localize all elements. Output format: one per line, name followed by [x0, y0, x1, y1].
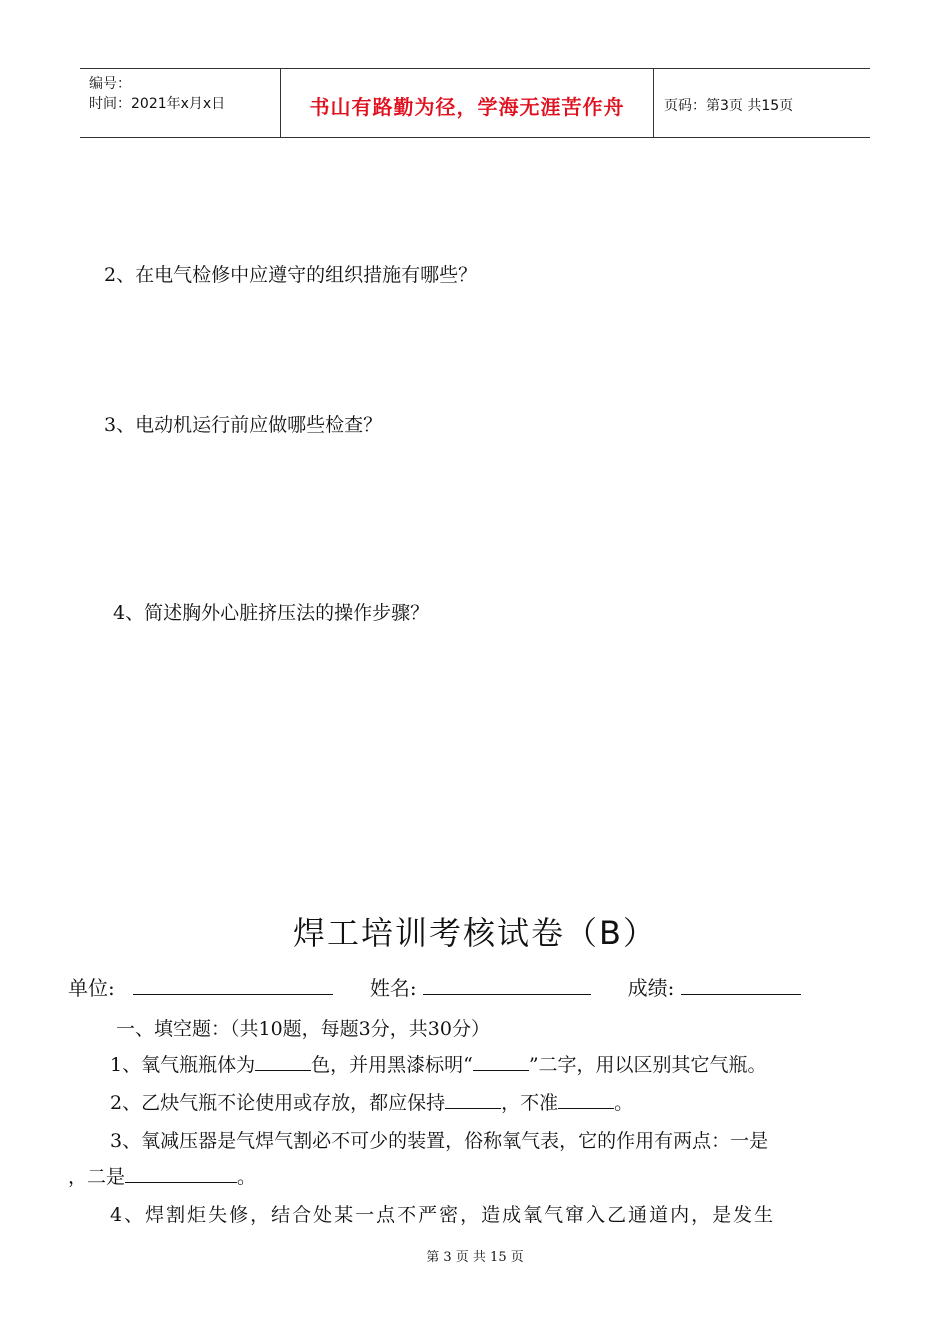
fill-question-4: 4、焊割炬失修，结合处某一点不严密，造成氧气窜入乙通道内，是发生: [110, 1204, 776, 1226]
header-left-cell: [80, 69, 281, 137]
fill-question-1: 1、氧气瓶瓶体为 色，并用黑漆标明“ ”二字，用以区别其它气瓶。: [110, 1050, 767, 1077]
q2-blank-1: [445, 1088, 501, 1109]
score-label: 成绩:: [627, 976, 675, 1000]
number-label: 编号：: [89, 76, 131, 92]
page-footer: 第 3 页 共 15 页: [426, 1250, 524, 1265]
fill-question-2: 2、乙炔气瓶不论使用或存放，都应保持 ，不准 。: [110, 1088, 633, 1115]
fill-question-3-cont: ，二是 。: [68, 1162, 256, 1189]
score-blank: [681, 974, 801, 995]
page-header: [80, 68, 870, 138]
q1-blank-1: [255, 1050, 311, 1071]
q2-blank-2: [558, 1088, 614, 1109]
q1-blank-2: [473, 1050, 529, 1071]
name-label: 姓名:: [369, 976, 417, 1000]
unit-blank: [133, 974, 333, 995]
exam-info-row: [68, 972, 801, 1001]
question-2: 2、在电气检修中应遵守的组织措施有哪些？: [104, 264, 478, 286]
section-1-heading: 一、填空题：（共10题，每题3分，共30分）: [116, 1018, 490, 1040]
q3-blank-2: [125, 1162, 237, 1183]
name-blank: [423, 974, 591, 995]
header-middle-cell: [281, 69, 654, 137]
header-right-cell: [654, 69, 870, 137]
unit-label: 单位:: [68, 976, 115, 1000]
motto-text: 书山有路勤为径，学海无涯苦作舟: [309, 95, 625, 119]
page-info: 页码：第3页 共15页: [664, 98, 794, 114]
fill-question-3: 3、氧减压器是气焊气割必不可少的装置，俗称氧气表，它的作用有两点：一是: [110, 1130, 769, 1152]
time-label: 时间：2021年x月x日: [89, 96, 226, 112]
question-3: 3、电动机运行前应做哪些检查？: [104, 414, 383, 436]
exam-title: 焊工培训考核试卷（B）: [293, 914, 657, 952]
question-4: 4、简述胸外心脏挤压法的操作步骤？: [113, 602, 430, 624]
